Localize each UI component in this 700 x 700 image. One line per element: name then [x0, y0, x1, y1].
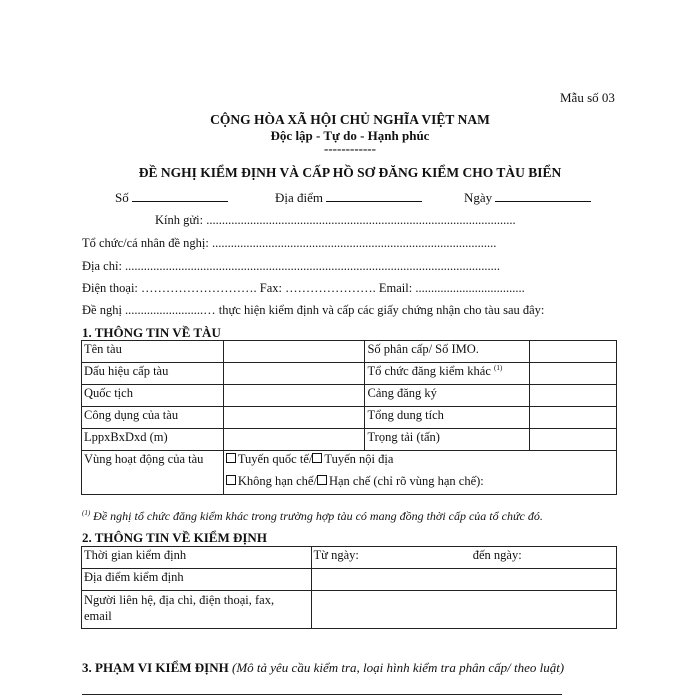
- value-cell[interactable]: [223, 385, 365, 407]
- from-date-cell[interactable]: Từ ngày:: [311, 547, 471, 569]
- footnote-marker: (1): [494, 364, 503, 372]
- section3-title: 3. PHẠM VI KIỂM ĐỊNH: [82, 660, 229, 675]
- value-cell[interactable]: [530, 363, 617, 385]
- value-cell[interactable]: [311, 591, 616, 629]
- kinh-gui-line[interactable]: Kính gửi: ...................................................................................................: [155, 213, 516, 227]
- label-cell: Quốc tịch: [82, 385, 224, 407]
- checkbox[interactable]: [226, 475, 236, 485]
- de-nghi-line[interactable]: Đề nghị .........................… thực hiện kiểm định và cấp các giấy chứng nhận cho tàu sau đây:: [82, 303, 545, 317]
- section2-title: 2. THÔNG TIN VỀ KIỂM ĐỊNH: [82, 530, 267, 545]
- label-cell: Tên tàu: [82, 341, 224, 363]
- label-cell: Tổng dung tích: [365, 407, 530, 429]
- dien-thoai-line[interactable]: Điện thoại: ………………………. Fax: …………………. Email: ...................................: [82, 281, 525, 295]
- value-cell[interactable]: [223, 341, 365, 363]
- label-cell: Cảng đăng ký: [365, 385, 530, 407]
- dia-diem-blank[interactable]: [326, 190, 422, 202]
- option-label: Hạn chế (chỉ rõ vùng hạn chế):: [328, 473, 484, 488]
- table-row: [82, 547, 617, 569]
- dia-diem-label: Địa điểm: [275, 190, 324, 205]
- dia-chi-line[interactable]: Địa chỉ: ........................................................................................................................: [82, 259, 501, 273]
- footnote-marker: (1): [82, 509, 91, 517]
- value-cell[interactable]: [530, 385, 617, 407]
- dia-diem-field: [275, 190, 422, 206]
- so-field: [115, 190, 228, 206]
- label-cell: [365, 363, 530, 385]
- area-options-row-1: Tuyến quốc tế/ Tuyến nội địa: [223, 451, 616, 473]
- inspection-info-table: [81, 546, 617, 629]
- value-cell[interactable]: [223, 429, 365, 451]
- motto: Độc lập - Tự do - Hạnh phúc: [270, 128, 430, 143]
- form-code: Mẫu số 03: [560, 90, 615, 105]
- section3-note: (Mô tả yêu cầu kiểm tra, loại hình kiểm tra phân cấp/ theo luật): [231, 660, 565, 675]
- section3-heading: [82, 660, 564, 676]
- value-cell[interactable]: [223, 407, 365, 429]
- label-cell: Số phân cấp/ Số IMO.: [365, 341, 530, 363]
- area-options-row-2: Không hạn chế/ Hạn chế (chỉ rõ vùng hạn chế):: [223, 473, 616, 495]
- label-cell: [82, 591, 312, 629]
- contact-label-line-1: Người liên hệ, địa chỉ, điện thoại, fax,: [84, 593, 275, 607]
- option-label: Tuyến quốc tế: [237, 452, 309, 466]
- table-row: [82, 591, 617, 629]
- contact-label-line-2: email: [84, 609, 112, 623]
- country-name: CỘNG HÒA XÃ HỘI CHỦ NGHĨA VIỆT NAM: [210, 112, 490, 127]
- footnote-text: Đề nghị tổ chức đăng kiểm khác trong trường hợp tàu có mang đồng thời cấp của tổ chức đó.: [93, 509, 543, 523]
- value-cell[interactable]: [223, 363, 365, 385]
- table-row: [82, 363, 617, 385]
- ngay-label: Ngày: [464, 190, 493, 205]
- table-row: [82, 385, 617, 407]
- label-cell: Trọng tải (tấn): [365, 429, 530, 451]
- value-cell[interactable]: [311, 569, 616, 591]
- label-cell: Dấu hiệu cấp tàu: [82, 363, 224, 385]
- option-label: Không hạn chế: [237, 473, 314, 488]
- table-row: [82, 407, 617, 429]
- to-chuc-line[interactable]: Tổ chức/cá nhân đề nghị: ...........................................................................................: [82, 236, 497, 250]
- table-row: [82, 429, 617, 451]
- checkbox[interactable]: [226, 453, 236, 463]
- ngay-field: [464, 190, 591, 206]
- form-title: ĐỀ NGHỊ KIỂM ĐỊNH VÀ CẤP HỒ SƠ ĐĂNG KIỂM CHO TÀU BIỂN: [138, 165, 562, 180]
- label-cell: Thời gian kiểm định: [82, 547, 312, 569]
- label-cell: LppxBxDxd (m): [82, 429, 224, 451]
- checkbox[interactable]: [317, 475, 327, 485]
- table-row: [82, 341, 617, 363]
- to-date-cell[interactable]: đến ngày:: [471, 547, 617, 569]
- value-cell[interactable]: [530, 407, 617, 429]
- scope-input-line[interactable]: [82, 694, 562, 695]
- checkbox[interactable]: [312, 453, 322, 463]
- so-blank[interactable]: [132, 190, 228, 202]
- ship-info-table: [81, 340, 617, 495]
- ngay-blank[interactable]: [495, 190, 591, 202]
- label-cell: Địa điểm kiểm định: [82, 569, 312, 591]
- label-text: Tổ chức đăng kiểm khác: [367, 364, 491, 379]
- table-row: [82, 569, 617, 591]
- so-label: Số: [115, 190, 129, 205]
- label-cell: Công dụng của tàu: [82, 407, 224, 429]
- option-label: Tuyến nội địa: [324, 452, 394, 466]
- table-row: [82, 451, 617, 473]
- header-separator: ------------: [324, 141, 376, 156]
- footnote: [82, 509, 543, 524]
- section1-title: 1. THÔNG TIN VỀ TÀU: [82, 325, 221, 340]
- area-label-cell: Vùng hoạt động của tàu: [82, 451, 224, 495]
- value-cell[interactable]: [530, 341, 617, 363]
- value-cell[interactable]: [530, 429, 617, 451]
